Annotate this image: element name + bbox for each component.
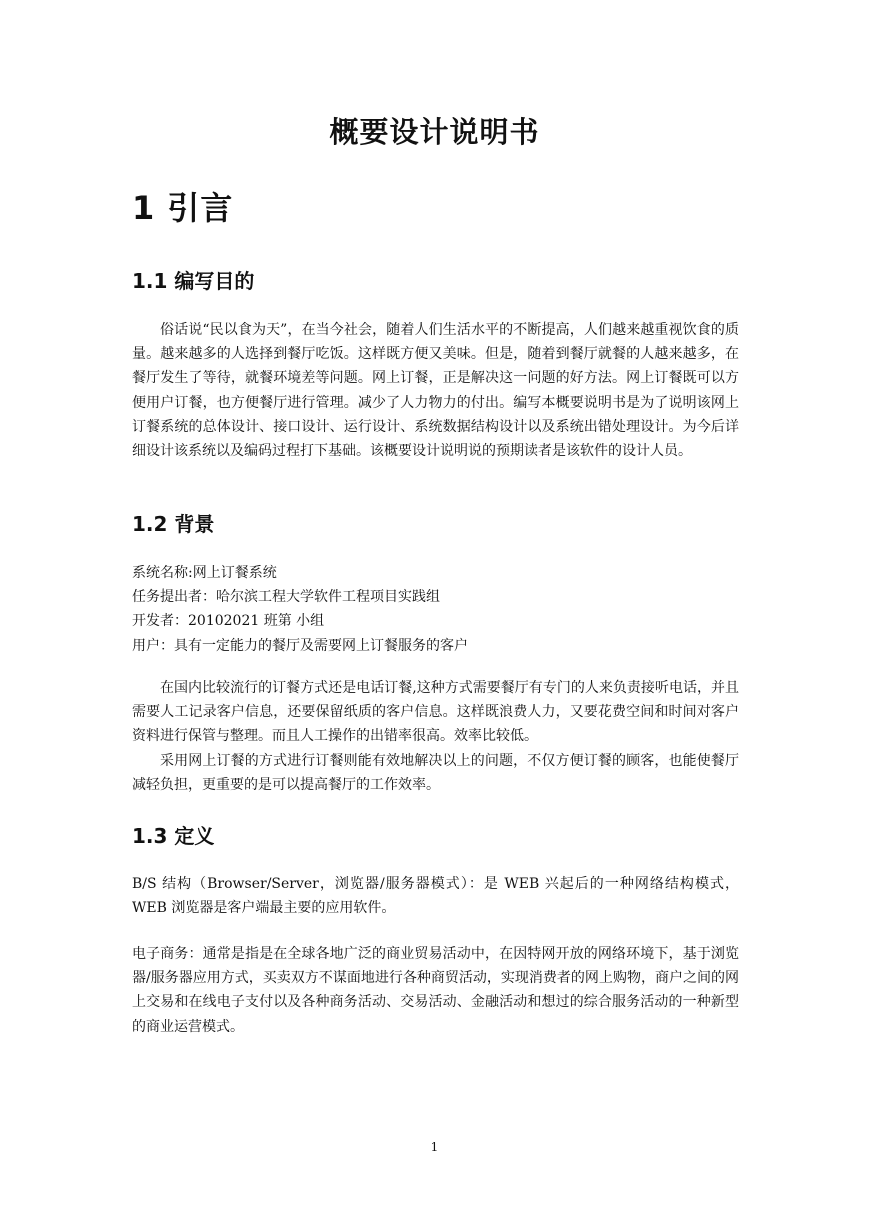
definition-bs-structure: B/S 结构（Browser/Server，浏览器/服务器模式）：是 WEB 兴起后的一种网络结构模式，WEB 浏览器是客户端最主要的应用软件。 <box>132 876 739 917</box>
definition-e-commerce: 电子商务：通常是指是在全球各地广泛的商业贸易活动中，在因特网开放的网络环境下，基于浏览器/服务器应用方式，买卖双方不谋面地进行各种商贸活动，实现消费者的网上购物，商户之间的网上交易和在线电子支付以及各种商务活动、交易活动、金融活动和想过的综合服务活动的一种新型的商业运营模式。 <box>132 946 739 1035</box>
purpose-paragraph: 俗话说“民以食为天”，在当今社会，随着人们生活水平的不断提高，人们越来越重视饮食的质量。越来越多的人选择到餐厅吃饭。这样既方便又美味。但是，随着到餐厅就餐的人越来越多，在餐厅发生了等待，就餐环境差等问题。网上订餐，正是解决这一问题的好方法。网上订餐既可以方便用户订餐，也方便餐厅进行管理。减少了人力物力的付出。编写本概要说明书是为了说明该网上订餐系统的总体设计、接口设计、运行设计、系统数据结构设计以及系统出错处理设计。为今后详细设计该系统以及编码过程打下基础。该概要设计说明说的预期读者是该软件的设计人员。 <box>132 322 739 460</box>
document-title: 概要设计说明书 <box>329 115 540 149</box>
background-info-list <box>132 561 739 658</box>
background-paragraph-2: 采用网上订餐的方式进行订餐则能有效地解决以上的问题，不仅方便订餐的顾客，也能使餐厅减轻负担，更重要的是可以提高餐厅的工作效率。 <box>132 753 739 794</box>
section-heading-purpose: 1.1 编写目的 <box>132 269 255 293</box>
section-heading-background: 1.2 背景 <box>132 512 215 536</box>
section-heading-introduction: 1 引言 <box>132 189 234 227</box>
developer-line: 开发者：20102021 班第 小组 <box>132 613 325 630</box>
users-line: 用户：具有一定能力的餐厅及需要网上订餐服务的客户 <box>132 637 468 654</box>
system-name-line: 系统名称:网上订餐系统 <box>132 565 277 581</box>
task-proposer-line: 任务提出者：哈尔滨工程大学软件工程项目实践组 <box>132 589 440 606</box>
section-heading-definitions: 1.3 定义 <box>132 824 215 848</box>
page-number: 1 <box>430 1140 439 1154</box>
background-paragraph-1: 在国内比较流行的订餐方式还是电话订餐,这种方式需要餐厅有专门的人来负责接听电话，并且需要人工记录客户信息，还要保留纸质的客户信息。这样既浪费人力，又要花费空间和时间对客户资料进行保管与整理。而且人工操作的出错率很高。效率比较低。 <box>132 680 739 745</box>
